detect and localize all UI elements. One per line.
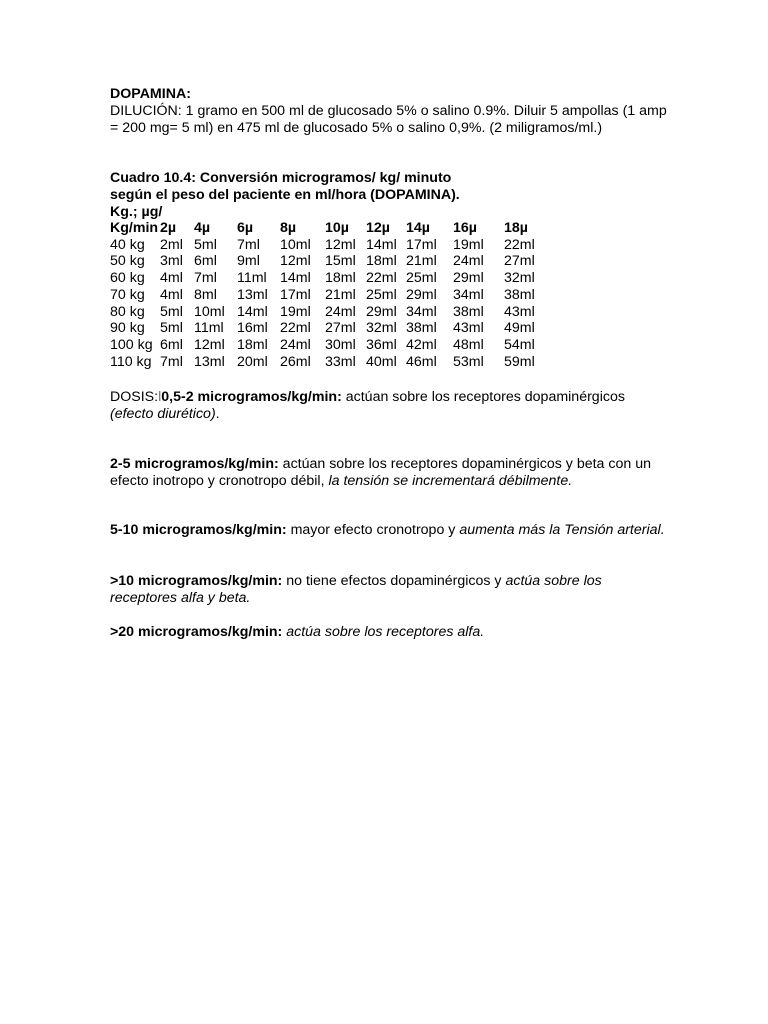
dose-range: 0,5-2 microgramos/kg/min: (161, 389, 342, 405)
rate-cell: 38ml (504, 286, 535, 303)
weight-cell: 100 kg (110, 336, 153, 353)
rate-cell: 18ml (237, 336, 268, 353)
table-unit-line: Kg.; µg/ (110, 204, 163, 220)
dose-prefix: DOSIS: (110, 389, 159, 405)
weight-cell: 90 kg (110, 320, 145, 337)
table-header-cell: 12µ (366, 220, 390, 236)
dose-description: actúan sobre los receptores dopaminérgicos y beta con un efecto inotropo y cronotropo débil, (110, 456, 651, 489)
table-row (110, 337, 548, 354)
rate-cell: 12ml (325, 236, 356, 253)
table-row (110, 253, 548, 270)
rate-cell: 24ml (325, 303, 356, 320)
rate-cell: 7ml (194, 270, 217, 287)
rate-cell: 46ml (406, 353, 437, 370)
rate-cell: 4ml (160, 286, 183, 303)
dose-effect: aumenta más la Tensión arterial. (459, 522, 665, 538)
dose-description: actúan sobre los receptores dopaminérgicos (341, 389, 625, 405)
dose-range: 2-5 microgramos/kg/min: (110, 456, 279, 472)
rate-cell: 3ml (160, 253, 183, 270)
weight-cell: 80 kg (110, 303, 145, 320)
table-row (110, 270, 548, 287)
rate-cell: 38ml (406, 320, 437, 337)
rate-cell: 43ml (453, 320, 484, 337)
table-caption (110, 170, 670, 221)
table-header-cell: Kg/min (110, 220, 159, 236)
dose-effect: actúa sobre los receptores alfa y beta. (110, 573, 602, 606)
rate-cell: 43ml (504, 303, 535, 320)
rate-cell: 7ml (160, 353, 183, 370)
dose-1 (110, 389, 670, 423)
table-header-cell: 2µ (160, 220, 177, 236)
rate-cell: 9ml (237, 253, 260, 270)
dose-range: 5-10 microgramos/kg/min: (110, 522, 287, 538)
table-title-line1: Cuadro 10.4: Conversión microgramos/ kg/ minuto (110, 170, 452, 186)
rate-cell: 53ml (453, 353, 484, 370)
rate-cell: 25ml (366, 286, 397, 303)
table-header-cell: 14µ (406, 220, 430, 236)
dose-glyph: l (158, 389, 162, 405)
dose-3 (110, 522, 670, 539)
rate-cell: 30ml (325, 336, 356, 353)
rate-cell: 11ml (194, 320, 224, 337)
dopamine-section (110, 86, 670, 137)
rate-cell: 54ml (504, 336, 535, 353)
rate-cell: 16ml (237, 320, 268, 337)
rate-cell: 12ml (194, 336, 225, 353)
rate-cell: 10ml (280, 236, 311, 253)
rate-cell: 33ml (325, 353, 356, 370)
rate-cell: 21ml (325, 286, 356, 303)
table-row (110, 304, 548, 321)
rate-cell: 17ml (406, 236, 437, 253)
dose-effect: (efecto diurético) (110, 406, 216, 422)
rate-cell: 24ml (453, 253, 484, 270)
rate-cell: 14ml (280, 270, 311, 287)
rate-cell: 5ml (160, 303, 183, 320)
table-header-row (110, 220, 548, 237)
rate-cell: 22ml (280, 320, 311, 337)
weight-cell: 50 kg (110, 253, 145, 270)
rate-cell: 7ml (237, 236, 260, 253)
rate-cell: 21ml (406, 253, 437, 270)
weight-cell: 70 kg (110, 286, 145, 303)
table-header-cell: 4µ (194, 220, 211, 236)
table-header-cell: 6µ (237, 220, 254, 236)
rate-cell: 5ml (160, 320, 183, 337)
dose-4 (110, 573, 670, 607)
dose-description: no tiene efectos dopaminérgicos y (282, 573, 506, 589)
weight-cell: 60 kg (110, 270, 145, 287)
rate-cell: 29ml (366, 303, 397, 320)
rate-cell: 17ml (280, 286, 311, 303)
dose-range: >10 microgramos/kg/min: (110, 573, 283, 589)
rate-cell: 48ml (453, 336, 484, 353)
rate-cell: 6ml (194, 253, 217, 270)
dose-end: . (215, 406, 220, 422)
rate-cell: 18ml (366, 253, 397, 270)
dose-2 (110, 456, 670, 490)
rate-cell: 20ml (237, 353, 268, 370)
rate-cell: 38ml (453, 303, 484, 320)
rate-cell: 13ml (237, 286, 268, 303)
dose-range: >20 microgramos/kg/min: (110, 624, 283, 640)
rate-cell: 19ml (453, 236, 484, 253)
rate-cell: 13ml (194, 353, 225, 370)
rate-cell: 27ml (325, 320, 356, 337)
rate-cell: 5ml (194, 236, 217, 253)
rate-cell: 8ml (194, 286, 217, 303)
table-header-cell: 16µ (453, 220, 477, 236)
weight-cell: 40 kg (110, 236, 145, 253)
rate-cell: 14ml (366, 236, 397, 253)
dose-5 (110, 624, 670, 641)
table-header-cell: 18µ (504, 220, 528, 236)
weight-cell: 110 kg (110, 353, 152, 370)
rate-cell: 34ml (406, 303, 437, 320)
dose-description: mayor efecto cronotropo y (286, 522, 460, 538)
rate-cell: 25ml (406, 270, 437, 287)
rate-cell: 12ml (280, 253, 311, 270)
rate-cell: 32ml (504, 270, 535, 287)
dilution-text: DILUCIÓN: 1 gramo en 500 ml de glucosado 5% o salino 0.9%. Diluir 5 ampollas (1 amp = 200 mg= 5 ml) en 475 ml de glucosado 5% o salino 0,9%. (2 miligramos/ml.) (110, 103, 667, 136)
rate-cell: 40ml (366, 353, 397, 370)
dose-effect: la tensión se incrementará débilmente. (328, 473, 573, 489)
rate-cell: 4ml (160, 270, 183, 287)
rate-cell: 27ml (504, 253, 535, 270)
table-title-line2: según el peso del paciente en ml/hora (DOPAMINA). (110, 187, 460, 203)
rate-cell: 11ml (237, 270, 267, 287)
conversion-table (110, 220, 548, 370)
dose-effect: actúa sobre los receptores alfa. (286, 624, 485, 640)
rate-cell: 24ml (280, 336, 311, 353)
rate-cell: 34ml (453, 286, 484, 303)
rate-cell: 59ml (504, 353, 535, 370)
rate-cell: 42ml (406, 336, 437, 353)
rate-cell: 29ml (406, 286, 437, 303)
table-header-cell: 8µ (280, 220, 297, 236)
rate-cell: 22ml (504, 236, 535, 253)
table-header-cell: 10µ (325, 220, 349, 236)
rate-cell: 29ml (453, 270, 484, 287)
table-row (110, 237, 548, 254)
section-heading: DOPAMINA: (110, 86, 191, 102)
rate-cell: 36ml (366, 336, 397, 353)
table-row (110, 287, 548, 304)
rate-cell: 49ml (504, 320, 535, 337)
rate-cell: 26ml (280, 353, 311, 370)
rate-cell: 18ml (325, 270, 356, 287)
rate-cell: 32ml (366, 320, 397, 337)
rate-cell: 10ml (194, 303, 225, 320)
table-row (110, 354, 548, 371)
rate-cell: 22ml (366, 270, 397, 287)
rate-cell: 6ml (160, 336, 183, 353)
rate-cell: 14ml (237, 303, 268, 320)
rate-cell: 15ml (325, 253, 356, 270)
rate-cell: 2ml (160, 236, 183, 253)
rate-cell: 19ml (280, 303, 311, 320)
table-row (110, 320, 548, 337)
